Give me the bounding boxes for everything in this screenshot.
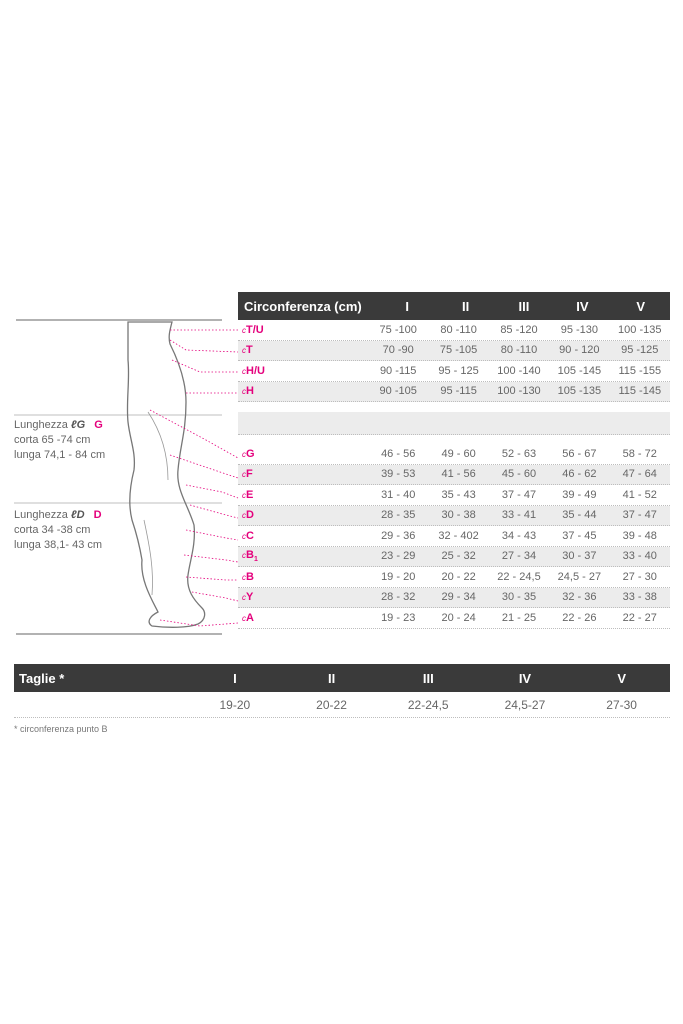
point-letter: A [246, 611, 254, 624]
measurement-cell: 39 - 49 [562, 488, 597, 501]
measurement-cell: 100 -140 [497, 364, 541, 377]
measurement-cell: 29 - 36 [381, 529, 416, 542]
measurement-cell: 58 - 72 [622, 447, 657, 460]
length-d-letter: D [93, 509, 102, 521]
measurement-point-label [238, 549, 368, 563]
rows-top [238, 320, 670, 402]
measurement-row [238, 506, 670, 527]
point-letter: H/U [246, 364, 265, 377]
measurement-row [238, 547, 670, 568]
point-letter: D [246, 509, 254, 522]
circumference-prefix: c [242, 551, 246, 561]
measurement-cell: 35 - 44 [562, 509, 597, 522]
measurement-point-label [238, 612, 368, 624]
measurement-cell: 33 - 40 [622, 550, 657, 563]
measurement-row [238, 465, 670, 486]
measurement-cell: 24,5 - 27 [557, 570, 602, 583]
measurement-cell: 34 - 43 [501, 529, 537, 542]
measurement-cell: 28 - 35 [381, 509, 416, 522]
measurement-cell: 105 -135 [557, 385, 602, 398]
measurement-cell: 52 - 63 [501, 447, 537, 460]
measurement-cell: 95 -115 [440, 385, 477, 398]
measurement-cell: 90 -105 [379, 385, 417, 398]
length-g-short: corta 65 -74 cm [14, 434, 91, 446]
sizes-header-4: IV [518, 670, 532, 686]
measurement-cell: 100 -130 [497, 385, 541, 398]
measurement-cell: 27 - 34 [501, 550, 537, 563]
point-subscript: 1 [253, 556, 258, 564]
measurement-cell: 27 - 30 [622, 570, 657, 583]
circumference-prefix: c [242, 531, 246, 541]
header-size-2: II [461, 298, 470, 314]
length-d-symbol: ℓD [70, 509, 85, 521]
sizes-header-1: I [233, 670, 237, 686]
measurement-row [238, 526, 670, 547]
size-value-3: 22-24,5 [407, 697, 449, 712]
length-g-symbol: ℓG [70, 419, 86, 431]
measurement-point-label [238, 489, 368, 501]
point-letter: E [246, 488, 254, 501]
measurement-point-label [238, 468, 368, 480]
size-value-4: 24,5-27 [504, 697, 546, 712]
measurement-row [238, 588, 670, 609]
point-letter: T/U [246, 323, 264, 336]
rows-bottom [238, 444, 670, 629]
measurement-cell: 21 - 25 [501, 611, 537, 624]
measurement-cell: 31 - 40 [381, 488, 416, 501]
measurement-cell: 85 -120 [500, 323, 538, 336]
measurement-cell: 33 - 38 [622, 591, 657, 604]
measurement-point-label [238, 365, 368, 377]
measurement-cell: 30 - 35 [501, 591, 537, 604]
measurement-point-label [238, 530, 368, 542]
measurement-row [238, 382, 670, 403]
measurement-cell: 115 -145 [618, 385, 662, 398]
length-g-letter: G [94, 419, 103, 431]
measurement-cell: 37 - 47 [501, 488, 537, 501]
measurement-row [238, 361, 670, 382]
measurement-cell: 46 - 62 [562, 468, 597, 481]
size-value-2: 20-22 [316, 697, 347, 712]
measurement-point-label [238, 448, 368, 460]
measurement-cell: 32 - 36 [562, 591, 597, 604]
measurement-point-label [238, 385, 368, 397]
measurement-cell: 95 -130 [560, 323, 599, 336]
measurement-cell: 19 - 23 [381, 611, 416, 624]
sizes-header-5: V [617, 670, 626, 686]
measurement-cell: 23 - 29 [381, 550, 416, 563]
measurement-cell: 75 -105 [439, 344, 478, 357]
circumference-table [238, 292, 670, 629]
circumference-prefix: c [242, 572, 246, 582]
measurement-row [238, 567, 670, 588]
sizes-header-2: II [327, 670, 336, 686]
header-size-3: III [518, 298, 530, 314]
circumference-prefix: c [242, 346, 246, 356]
header-size-5: V [636, 298, 646, 314]
length-d-short: corta 34 -38 cm [14, 524, 91, 536]
measurement-cell: 90 -115 [379, 364, 417, 377]
measurement-cell: 45 - 60 [501, 468, 537, 481]
length-d-long: lunga 38,1- 43 cm [14, 539, 103, 551]
measurement-cell: 30 - 38 [441, 509, 476, 522]
measurement-row [238, 444, 670, 465]
measurement-point-label [238, 571, 368, 583]
measurement-cell: 56 - 67 [562, 447, 597, 460]
circumference-prefix: c [242, 593, 246, 603]
point-letter: H [246, 385, 254, 398]
measurement-cell: 90 - 120 [559, 344, 600, 357]
measurement-cell: 20 - 24 [441, 611, 476, 624]
point-letter: B [246, 549, 254, 562]
measurement-cell: 39 - 48 [622, 529, 657, 542]
measurement-row [238, 608, 670, 629]
circumference-prefix: c [242, 470, 246, 480]
sizes-table-header [14, 664, 670, 692]
point-letter: C [246, 529, 254, 542]
circumference-prefix: c [242, 490, 246, 500]
point-letter: Y [246, 591, 254, 604]
measurement-row [238, 341, 670, 362]
point-letter: G [246, 447, 255, 460]
measurement-cell: 80 -110 [500, 344, 538, 357]
measurement-cell: 37 - 47 [622, 509, 657, 522]
point-letter: B [246, 570, 254, 583]
sizes-header-3: III [422, 670, 434, 686]
measurement-row [238, 485, 670, 506]
measurement-cell: 95 - 125 [438, 364, 479, 377]
circumference-prefix: c [242, 366, 246, 376]
measurement-cell: 70 -90 [382, 344, 414, 357]
footnote: * circonferenza punto B [14, 724, 108, 734]
measurement-cell: 20 - 22 [441, 570, 476, 583]
measurement-cell: 33 - 41 [501, 509, 537, 522]
measurement-cell: 19 - 20 [381, 570, 416, 583]
measurement-cell: 46 - 56 [381, 447, 416, 460]
measurement-cell: 39 - 53 [381, 468, 416, 481]
length-d-block [14, 508, 102, 553]
measurement-cell: 115 -155 [618, 364, 662, 377]
measurement-cell: 49 - 60 [441, 447, 476, 460]
measurement-cell: 37 - 45 [562, 529, 597, 542]
measurement-cell: 47 - 64 [622, 468, 657, 481]
measurement-cell: 80 -110 [440, 323, 477, 336]
length-g-block [14, 418, 105, 463]
header-taglie: Taglie * [19, 670, 65, 686]
sizes-table [14, 664, 670, 718]
measurement-point-label [238, 344, 368, 356]
point-letter: T [246, 344, 253, 357]
circumference-prefix: c [242, 325, 246, 335]
measurement-cell: 35 - 43 [441, 488, 476, 501]
measurement-cell: 32 - 402 [438, 529, 479, 542]
measurement-point-label [238, 509, 368, 521]
size-value-5: 27-30 [606, 697, 637, 712]
measurement-cell: 75 -100 [379, 323, 417, 336]
table-gap [238, 402, 670, 444]
length-d-title: Lunghezza [14, 509, 68, 521]
measurement-cell: 41 - 56 [441, 468, 476, 481]
measurement-point-label [238, 591, 368, 603]
measurement-point-label [238, 324, 368, 336]
measurement-cell: 41 - 52 [622, 488, 657, 501]
header-size-4: IV [576, 298, 589, 314]
measurement-cell: 105 -145 [557, 364, 602, 377]
circumference-table-header [238, 292, 670, 320]
circumference-prefix: c [242, 449, 246, 459]
measurement-cell: 22 - 26 [562, 611, 597, 624]
sizes-row [14, 692, 670, 718]
measurement-cell: 30 - 37 [562, 550, 597, 563]
length-g-title: Lunghezza [14, 419, 68, 431]
length-g-long: lunga 74,1 - 84 cm [14, 449, 106, 461]
header-circonferenza: Circonferenza (cm) [244, 298, 362, 314]
measurement-row [238, 320, 670, 341]
measurement-cell: 100 -135 [618, 323, 662, 336]
measurement-cell: 22 - 24,5 [497, 570, 541, 583]
point-letter: F [246, 468, 253, 481]
measurement-cell: 25 - 32 [441, 550, 476, 563]
size-value-1: 19-20 [219, 697, 251, 712]
measurement-cell: 22 - 27 [622, 611, 657, 624]
measurement-cell: 29 - 34 [441, 591, 476, 604]
circumference-prefix: c [242, 511, 246, 521]
measurement-cell: 28 - 32 [381, 591, 416, 604]
circumference-prefix: c [242, 387, 246, 397]
circumference-prefix: c [242, 613, 246, 623]
header-size-1: I [405, 298, 409, 314]
measurement-cell: 95 -125 [621, 344, 659, 357]
